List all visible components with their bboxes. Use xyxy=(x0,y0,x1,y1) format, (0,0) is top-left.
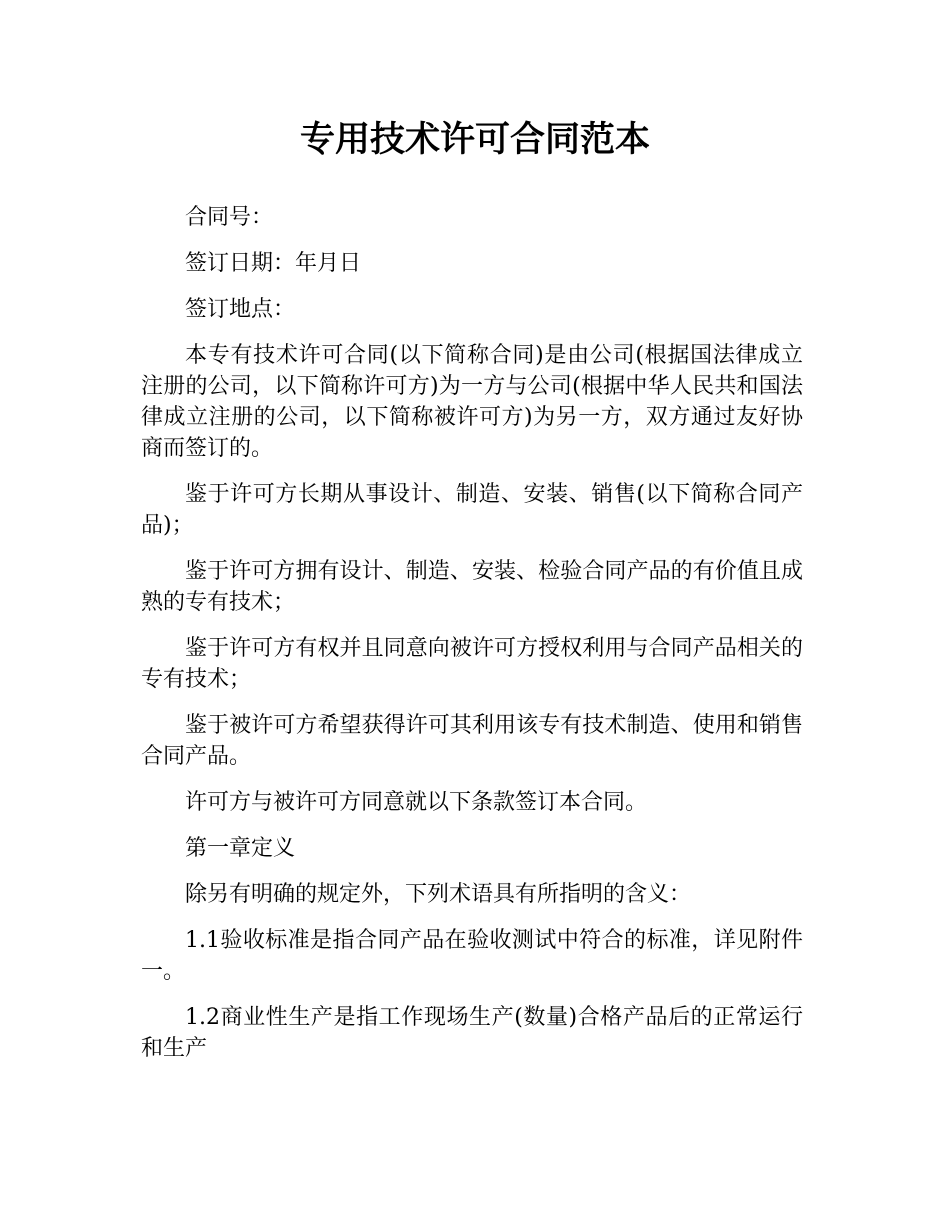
chapter-heading: 第一章定义 xyxy=(185,836,296,861)
preamble-paragraph: 本专有技术许可合同(以下简称合同)是由公司(根据国法律成立注册的公司，以下简称许可方)为一方与公司(根据中华人民共和国法律成立注册的公司，以下简称被许可方)为另一方，双方通过友好协商而签订的。 xyxy=(141,343,803,461)
document-title: 专用技术许可合同范本 xyxy=(299,120,650,160)
contract-number-line: 合同号： xyxy=(185,205,274,230)
clause-1-2: 1.2商业性生产是指工作现场生产(数量)合格产品后的正常运行和生产 xyxy=(141,1005,803,1061)
signing-place-line: 签订地点： xyxy=(185,297,296,322)
recital-paragraph-2: 鉴于许可方拥有设计、制造、安装、检验合同产品的有价值且成熟的专有技术； xyxy=(141,559,803,615)
document-body xyxy=(141,202,803,1079)
clause-1-1: 1.1验收标准是指合同产品在验收测试中符合的标准，详见附件一。 xyxy=(141,928,803,984)
agreement-paragraph: 许可方与被许可方同意就以下条款签订本合同。 xyxy=(185,790,648,815)
signing-date-line: 签订日期：年月日 xyxy=(185,251,362,276)
definitions-intro: 除另有明确的规定外，下列术语具有所指明的含义： xyxy=(185,882,692,907)
recital-paragraph-1: 鉴于许可方长期从事设计、制造、安装、销售(以下简称合同产品)； xyxy=(141,482,803,538)
recital-paragraph-4: 鉴于被许可方希望获得许可其利用该专有技术制造、使用和销售合同产品。 xyxy=(141,713,803,769)
recital-paragraph-3: 鉴于许可方有权并且同意向被许可方授权利用与合同产品相关的专有技术； xyxy=(141,636,803,692)
